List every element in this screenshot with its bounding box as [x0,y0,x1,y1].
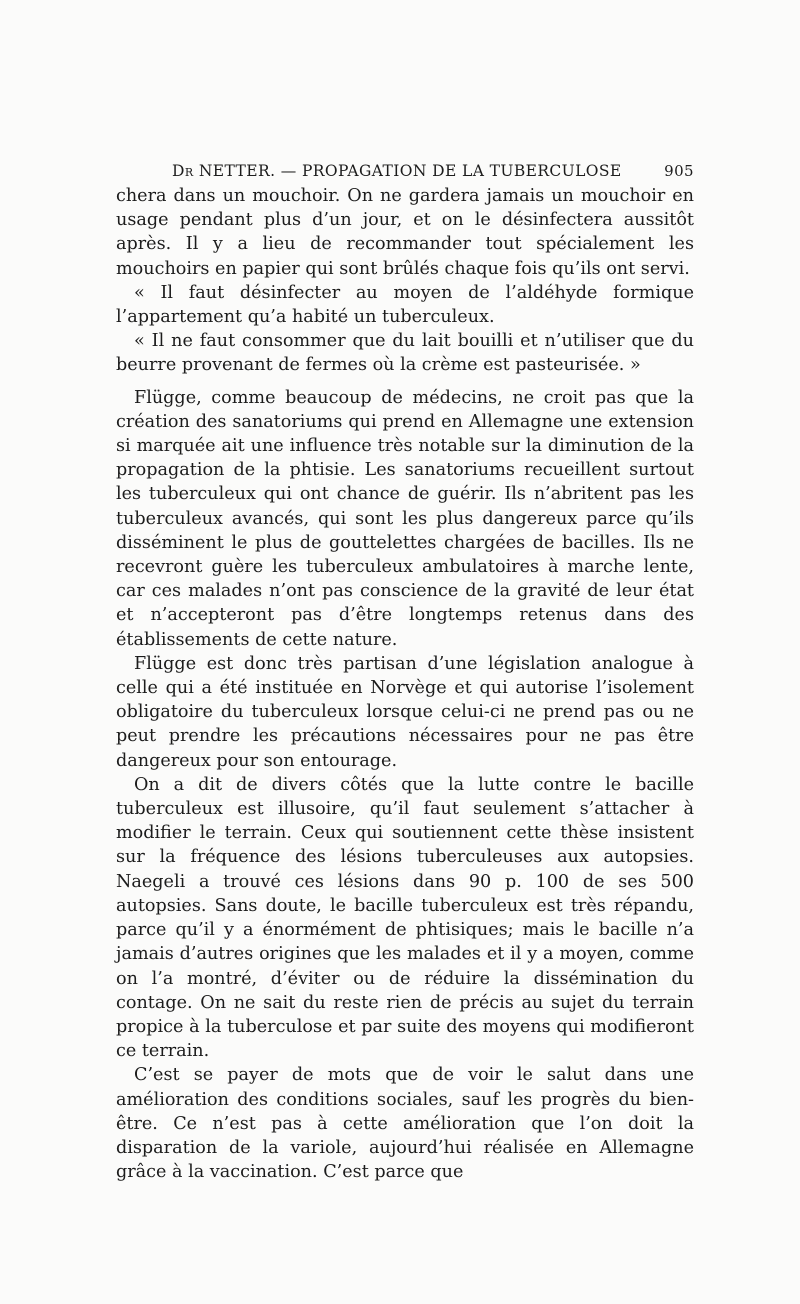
paragraph-terrain: On a dit de divers côtés que la lutte contre le bacille tuberculeux est illusoire, qu’il faut seulement s’attacher à modifier le terrain. Ceux qui soutiennent cette thèse insistent sur la fréquence des lésions tuberculeuses aux autopsies. Naegeli a trouvé ces lésions dans 90 p. 100 de ses 500 autopsies. Sans doute, le bacille tuberculeux est très répandu, parce qu’il y a énormément de phtisiques; mais le bacille n’a jamais d’autres origines que les malades et il y a moyen, comme on l’a montré, d’éviter ou de réduire la dissémination du contage. On ne sait du reste rien de précis au sujet du terrain propice à la tuberculose et par suite des moyens qui modifieront ce terrain. [116,774,694,1062]
running-head-title: Dr NETTER. — PROPAGATION DE LA TUBERCULOSE [172,162,622,180]
paragraph-quote-milk: « Il ne faut consommer que du lait bouilli et n’utiliser que du beurre provenant de fermes où la crème est pasteurisée. » [116,331,694,376]
paragraph-continued: chera dans un mouchoir. On ne gardera jamais un mouchoir en usage pendant plus d’un jour, et on le désinfectera aussitôt après. Il y a lieu de recommander tout spécialement les mouchoirs en papier qui sont brûlés chaque fois qu’ils ont servi. [116,186,694,279]
text-block [116,158,694,1184]
running-head [116,158,694,184]
paragraph-sanatoriums: Flügge, comme beaucoup de médecins, ne croit pas que la création des sanatoriums qui prend en Allemagne une extension si marquée ait une influence très notable sur la diminution de la propagation de la phtisie. Les sanatoriums recueillent surtout les tuberculeux qui ont chance de guérir. Ils n’abritent pas les tuberculeux avancés, qui sont les plus dangereux parce qu’ils disséminent le plus de gouttelettes chargées de bacilles. Ils ne recevront guère les tuberculeux ambulatoires à marche lente, car ces malades n’ont pas conscience de la gravité de leur état et n’accepteront pas d’être longtemps retenus dans des établissements de cette nature. [116,387,694,650]
paragraph-social-conditions: C’est se payer de mots que de voir le salut dans une amélioration des conditions sociales, sauf les progrès du bien-être. Ce n’est pas à cette amélioration que l’on doit la disparation de la variole, aujourd’hui réalisée en Allemagne grâce à la vaccination. C’est parce que [116,1065,694,1183]
page-number: 905 [664,162,694,180]
body-text [116,184,694,1184]
paragraph-legislation: Flügge est donc très partisan d’une législation analogue à celle qui a été instituée en Norvège et qui autorise l’isolement obligatoire du tuberculeux lorsque celui-ci ne prend pas ou ne peut prendre les précautions nécessaires pour ne pas être dangereux pour son entourage. [116,653,694,771]
paragraph-quote-disinfection: « Il faut désinfecter au moyen de l’aldéhyde formique l’appartement qu’a habité un tuberculeux. [116,282,694,328]
